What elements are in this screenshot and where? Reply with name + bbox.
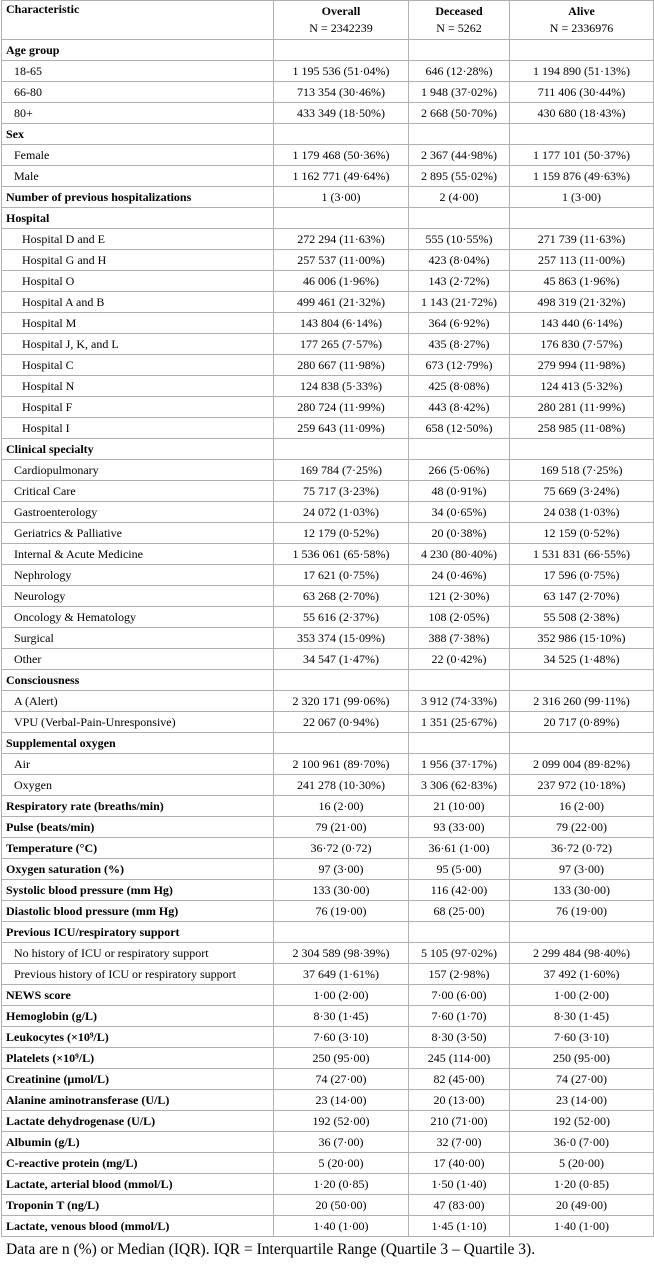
section-row (2, 439, 654, 460)
alive-cell: 12 159 (0·52%) (510, 523, 654, 544)
deceased-cell: 157 (2·98%) (409, 964, 510, 985)
table-row (2, 61, 654, 82)
deceased-cell: 48 (0·91%) (409, 481, 510, 502)
overall-cell: 177 265 (7·57%) (274, 334, 409, 355)
deceased-cell: 7·00 (6·00) (409, 985, 510, 1006)
row-label: Alanine aminotransferase (U/L) (2, 1090, 274, 1111)
deceased-cell: 20 (13·00) (409, 1090, 510, 1111)
alive-cell: 1 159 876 (49·63%) (510, 166, 654, 187)
row-label: Leukocytes (×10⁹/L) (2, 1027, 274, 1048)
table-row (2, 565, 654, 586)
deceased-cell: 2 367 (44·98%) (409, 145, 510, 166)
section-row (2, 124, 654, 145)
alive-cell: 280 281 (11·99%) (510, 397, 654, 418)
overall-cell: 143 804 (6·14%) (274, 313, 409, 334)
table-row (2, 1048, 654, 1069)
table-row (2, 187, 654, 208)
table-row (2, 250, 654, 271)
alive-cell: 271 739 (11·63%) (510, 229, 654, 250)
deceased-cell: 7·60 (1·70) (409, 1006, 510, 1027)
overall-cell: 37 649 (1·61%) (274, 964, 409, 985)
deceased-cell: 95 (5·00) (409, 859, 510, 880)
table-row (2, 775, 654, 796)
deceased-cell: 388 (7·38%) (409, 628, 510, 649)
row-label: Other (2, 649, 274, 670)
section-row (2, 922, 654, 943)
overall-cell: 713 354 (30·46%) (274, 82, 409, 103)
overall-cell: 1·20 (0·85) (274, 1174, 409, 1195)
row-label: Pulse (beats/min) (2, 817, 274, 838)
row-label: Air (2, 754, 274, 775)
overall-cell: 2 304 589 (98·39%) (274, 943, 409, 964)
alive-cell: 2 316 260 (99·11%) (510, 691, 654, 712)
row-label: No history of ICU or respiratory support (2, 943, 274, 964)
table-row (2, 544, 654, 565)
overall-cell: 241 278 (10·30%) (274, 775, 409, 796)
alive-cell (510, 922, 654, 943)
row-label: VPU (Verbal-Pain-Unresponsive) (2, 712, 274, 733)
alive-cell: 79 (22·00) (510, 817, 654, 838)
overall-cell: 55 616 (2·37%) (274, 607, 409, 628)
alive-cell: 97 (3·00) (510, 859, 654, 880)
overall-cell: 192 (52·00) (274, 1111, 409, 1132)
table-row (2, 712, 654, 733)
deceased-cell: 1·50 (1·40) (409, 1174, 510, 1195)
row-label: Troponin T (ng/L) (2, 1195, 274, 1216)
alive-cell: 2 099 004 (89·82%) (510, 754, 654, 775)
row-label: Respiratory rate (breaths/min) (2, 796, 274, 817)
alive-header-name: Alive (568, 4, 595, 18)
alive-cell: 8·30 (1·45) (510, 1006, 654, 1027)
overall-cell: 46 006 (1·96%) (274, 271, 409, 292)
alive-cell: 257 113 (11·00%) (510, 250, 654, 271)
table-body (2, 1, 654, 1237)
section-label: Age group (2, 40, 274, 61)
overall-cell: 24 072 (1·03%) (274, 502, 409, 523)
table-row (2, 313, 654, 334)
overall-cell: 169 784 (7·25%) (274, 460, 409, 481)
deceased-cell: 1 948 (37·02%) (409, 82, 510, 103)
row-label: Albumin (g/L) (2, 1132, 274, 1153)
section-label: Clinical specialty (2, 439, 274, 460)
table-row (2, 943, 654, 964)
alive-cell: 192 (52·00) (510, 1111, 654, 1132)
deceased-cell: 22 (0·42%) (409, 649, 510, 670)
overall-cell: 272 294 (11·63%) (274, 229, 409, 250)
alive-cell: 36·72 (0·72) (510, 838, 654, 859)
table-row (2, 481, 654, 502)
row-label: Hospital D and E (2, 229, 274, 250)
alive-cell: 74 (27·00) (510, 1069, 654, 1090)
deceased-cell: 1 956 (37·17%) (409, 754, 510, 775)
deceased-cell: 245 (114·00) (409, 1048, 510, 1069)
row-label: Hospital I (2, 418, 274, 439)
deceased-cell: 34 (0·65%) (409, 502, 510, 523)
overall-cell: 5 (20·00) (274, 1153, 409, 1174)
overall-cell: 23 (14·00) (274, 1090, 409, 1111)
alive-cell: 250 (95·00) (510, 1048, 654, 1069)
deceased-cell: 658 (12·50%) (409, 418, 510, 439)
row-label: Female (2, 145, 274, 166)
overall-cell: 1·00 (2·00) (274, 985, 409, 1006)
alive-cell: 1 (3·00) (510, 187, 654, 208)
overall-cell: 280 667 (11·98%) (274, 355, 409, 376)
overall-cell: 1 179 468 (50·36%) (274, 145, 409, 166)
table-row (2, 1027, 654, 1048)
table-row (2, 1216, 654, 1237)
overall-cell: 63 268 (2·70%) (274, 586, 409, 607)
alive-cell: 169 518 (7·25%) (510, 460, 654, 481)
row-label: Hospital J, K, and L (2, 334, 274, 355)
deceased-cell: 2 (4·00) (409, 187, 510, 208)
deceased-cell: 32 (7·00) (409, 1132, 510, 1153)
table-row (2, 1195, 654, 1216)
deceased-cell: 646 (12·28%) (409, 61, 510, 82)
deceased-cell: 2 895 (55·02%) (409, 166, 510, 187)
row-label: Neurology (2, 586, 274, 607)
table-row (2, 817, 654, 838)
deceased-cell: 4 230 (80·40%) (409, 544, 510, 565)
characteristics-table (1, 0, 654, 1237)
row-label: Lactate, arterial blood (mmol/L) (2, 1174, 274, 1195)
overall-cell (274, 439, 409, 460)
table-row (2, 901, 654, 922)
row-label: Hospital M (2, 313, 274, 334)
row-label: Hospital N (2, 376, 274, 397)
table-row (2, 418, 654, 439)
table-row (2, 229, 654, 250)
overall-cell: 280 724 (11·99%) (274, 397, 409, 418)
table-row (2, 607, 654, 628)
row-label: Hospital O (2, 271, 274, 292)
alive-cell: 17 596 (0·75%) (510, 565, 654, 586)
row-label: Geriatrics & Palliative (2, 523, 274, 544)
deceased-cell: 24 (0·46%) (409, 565, 510, 586)
row-label: 80+ (2, 103, 274, 124)
overall-cell: 1 (3·00) (274, 187, 409, 208)
table-row (2, 397, 654, 418)
row-label: Systolic blood pressure (mm Hg) (2, 880, 274, 901)
table-row (2, 1153, 654, 1174)
overall-cell: 2 100 961 (89·70%) (274, 754, 409, 775)
row-label: Previous history of ICU or respiratory support (2, 964, 274, 985)
overall-cell: 74 (27·00) (274, 1069, 409, 1090)
table-row (2, 334, 654, 355)
alive-cell: 1 177 101 (50·37%) (510, 145, 654, 166)
table-row (2, 1069, 654, 1090)
overall-cell: 259 643 (11·09%) (274, 418, 409, 439)
overall-cell: 133 (30·00) (274, 880, 409, 901)
deceased-cell: 93 (33·00) (409, 817, 510, 838)
overall-cell: 79 (21·00) (274, 817, 409, 838)
alive-cell: 1·20 (0·85) (510, 1174, 654, 1195)
overall-cell: 36·72 (0·72) (274, 838, 409, 859)
deceased-cell: 5 105 (97·02%) (409, 943, 510, 964)
row-label: Lactate dehydrogenase (U/L) (2, 1111, 274, 1132)
table-row (2, 292, 654, 313)
deceased-cell: 364 (6·92%) (409, 313, 510, 334)
table-row (2, 1006, 654, 1027)
alive-header (510, 1, 654, 40)
overall-cell: 353 374 (15·09%) (274, 628, 409, 649)
deceased-cell: 435 (8·27%) (409, 334, 510, 355)
section-label: Previous ICU/respiratory support (2, 922, 274, 943)
alive-cell: 143 440 (6·14%) (510, 313, 654, 334)
row-label: Oxygen (2, 775, 274, 796)
row-label: Hemoglobin (g/L) (2, 1006, 274, 1027)
overall-cell: 257 537 (11·00%) (274, 250, 409, 271)
deceased-cell: 20 (0·38%) (409, 523, 510, 544)
overall-header-name: Overall (321, 4, 361, 18)
overall-cell: 76 (19·00) (274, 901, 409, 922)
alive-cell (510, 733, 654, 754)
alive-cell: 76 (19·00) (510, 901, 654, 922)
alive-cell: 36·0 (7·00) (510, 1132, 654, 1153)
row-label: Number of previous hospitalizations (2, 187, 274, 208)
alive-cell: 5 (20·00) (510, 1153, 654, 1174)
overall-cell: 12 179 (0·52%) (274, 523, 409, 544)
deceased-cell (409, 439, 510, 460)
alive-cell: 1·40 (1·00) (510, 1216, 654, 1237)
overall-cell: 20 (50·00) (274, 1195, 409, 1216)
table-row (2, 1090, 654, 1111)
deceased-header (409, 1, 510, 40)
table-row (2, 502, 654, 523)
table-row (2, 355, 654, 376)
table-row (2, 985, 654, 1006)
table-row (2, 754, 654, 775)
alive-cell (510, 40, 654, 61)
row-label: Internal & Acute Medicine (2, 544, 274, 565)
characteristic-header: Characteristic (2, 1, 274, 40)
overall-cell: 1 195 536 (51·04%) (274, 61, 409, 82)
alive-cell: 16 (2·00) (510, 796, 654, 817)
overall-cell: 22 067 (0·94%) (274, 712, 409, 733)
deceased-cell: 21 (10·00) (409, 796, 510, 817)
overall-cell: 124 838 (5·33%) (274, 376, 409, 397)
deceased-header-name: Deceased (435, 4, 483, 18)
alive-cell: 24 038 (1·03%) (510, 502, 654, 523)
table-footnote: Data are n (%) or Median (IQR). IQR = Interquartile Range (Quartile 3 – Quartile 3). (6, 1241, 536, 1258)
section-row (2, 208, 654, 229)
row-label: Oncology & Hematology (2, 607, 274, 628)
alive-cell: 1 531 831 (66·55%) (510, 544, 654, 565)
deceased-cell: 2 668 (50·70%) (409, 103, 510, 124)
deceased-cell: 121 (2·30%) (409, 586, 510, 607)
alive-cell: 124 413 (5·32%) (510, 376, 654, 397)
row-label: 18-65 (2, 61, 274, 82)
deceased-cell (409, 733, 510, 754)
row-label: Diastolic blood pressure (mm Hg) (2, 901, 274, 922)
table-row (2, 103, 654, 124)
section-label: Consciousness (2, 670, 274, 691)
alive-cell (510, 670, 654, 691)
deceased-cell: 555 (10·55%) (409, 229, 510, 250)
table-row (2, 166, 654, 187)
overall-cell: 433 349 (18·50%) (274, 103, 409, 124)
deceased-cell: 116 (42·00) (409, 880, 510, 901)
overall-header-n: N = 2342239 (309, 21, 373, 35)
table-row (2, 376, 654, 397)
overall-cell (274, 733, 409, 754)
alive-cell: 430 680 (18·43%) (510, 103, 654, 124)
deceased-cell: 36·61 (1·00) (409, 838, 510, 859)
table-row (2, 586, 654, 607)
table-row (2, 964, 654, 985)
alive-cell (510, 439, 654, 460)
row-label: Hospital F (2, 397, 274, 418)
row-label: Creatinine (µmol/L) (2, 1069, 274, 1090)
alive-cell: 37 492 (1·60%) (510, 964, 654, 985)
row-label: Temperature (°C) (2, 838, 274, 859)
alive-cell: 20 (49·00) (510, 1195, 654, 1216)
table-row (2, 1132, 654, 1153)
overall-cell: 250 (95·00) (274, 1048, 409, 1069)
section-row (2, 670, 654, 691)
deceased-cell: 266 (5·06%) (409, 460, 510, 481)
table-row (2, 628, 654, 649)
alive-cell: 133 (30·00) (510, 880, 654, 901)
overall-cell: 16 (2·00) (274, 796, 409, 817)
deceased-cell: 423 (8·04%) (409, 250, 510, 271)
row-label: 66-80 (2, 82, 274, 103)
overall-cell: 8·30 (1·45) (274, 1006, 409, 1027)
deceased-cell (409, 124, 510, 145)
section-label: Sex (2, 124, 274, 145)
alive-cell (510, 124, 654, 145)
alive-cell: 279 994 (11·98%) (510, 355, 654, 376)
table-row (2, 1174, 654, 1195)
table-row (2, 271, 654, 292)
deceased-cell (409, 40, 510, 61)
deceased-cell: 1·45 (1·10) (409, 1216, 510, 1237)
deceased-cell: 3 912 (74·33%) (409, 691, 510, 712)
overall-cell (274, 124, 409, 145)
row-label: Critical Care (2, 481, 274, 502)
alive-cell: 75 669 (3·24%) (510, 481, 654, 502)
section-label: Hospital (2, 208, 274, 229)
deceased-cell: 8·30 (3·50) (409, 1027, 510, 1048)
table-row (2, 145, 654, 166)
deceased-cell: 443 (8·42%) (409, 397, 510, 418)
table-row (2, 691, 654, 712)
row-label: Platelets (×10⁹/L) (2, 1048, 274, 1069)
deceased-cell: 17 (40·00) (409, 1153, 510, 1174)
row-label: Nephrology (2, 565, 274, 586)
overall-cell (274, 208, 409, 229)
alive-cell: 237 972 (10·18%) (510, 775, 654, 796)
row-label: Male (2, 166, 274, 187)
overall-cell: 499 461 (21·32%) (274, 292, 409, 313)
row-label: Hospital C (2, 355, 274, 376)
deceased-cell: 68 (25·00) (409, 901, 510, 922)
alive-cell: 2 299 484 (98·40%) (510, 943, 654, 964)
alive-cell: 7·60 (3·10) (510, 1027, 654, 1048)
overall-cell: 75 717 (3·23%) (274, 481, 409, 502)
deceased-cell: 143 (2·72%) (409, 271, 510, 292)
alive-cell (510, 208, 654, 229)
alive-cell: 63 147 (2·70%) (510, 586, 654, 607)
alive-cell: 1 194 890 (51·13%) (510, 61, 654, 82)
deceased-header-n: N = 5262 (436, 21, 482, 35)
row-label: C-reactive protein (mg/L) (2, 1153, 274, 1174)
overall-cell (274, 922, 409, 943)
header-row (2, 1, 654, 40)
row-label: Lactate, venous blood (mmol/L) (2, 1216, 274, 1237)
table-row (2, 880, 654, 901)
table-row (2, 838, 654, 859)
row-label: Hospital A and B (2, 292, 274, 313)
table-row (2, 859, 654, 880)
alive-cell: 34 525 (1·48%) (510, 649, 654, 670)
deceased-cell (409, 670, 510, 691)
alive-cell: 20 717 (0·89%) (510, 712, 654, 733)
overall-cell: 34 547 (1·47%) (274, 649, 409, 670)
row-label: A (Alert) (2, 691, 274, 712)
deceased-cell: 673 (12·79%) (409, 355, 510, 376)
row-label: Cardiopulmonary (2, 460, 274, 481)
overall-cell: 2 320 171 (99·06%) (274, 691, 409, 712)
overall-cell: 36 (7·00) (274, 1132, 409, 1153)
table-row (2, 523, 654, 544)
table-row (2, 82, 654, 103)
row-label: NEWS score (2, 985, 274, 1006)
deceased-cell: 1 351 (25·67%) (409, 712, 510, 733)
overall-header (274, 1, 409, 40)
overall-cell: 1·40 (1·00) (274, 1216, 409, 1237)
table-row (2, 796, 654, 817)
table-row (2, 649, 654, 670)
deceased-cell: 1 143 (21·72%) (409, 292, 510, 313)
row-label: Hospital G and H (2, 250, 274, 271)
table-row (2, 460, 654, 481)
overall-cell: 1 162 771 (49·64%) (274, 166, 409, 187)
alive-cell: 352 986 (15·10%) (510, 628, 654, 649)
overall-cell (274, 40, 409, 61)
alive-cell: 176 830 (7·57%) (510, 334, 654, 355)
section-row (2, 40, 654, 61)
alive-header-n: N = 2336976 (549, 21, 614, 35)
deceased-cell: 425 (8·08%) (409, 376, 510, 397)
overall-cell: 97 (3·00) (274, 859, 409, 880)
deceased-cell: 47 (83·00) (409, 1195, 510, 1216)
alive-cell: 498 319 (21·32%) (510, 292, 654, 313)
alive-cell: 23 (14·00) (510, 1090, 654, 1111)
deceased-cell: 82 (45·00) (409, 1069, 510, 1090)
alive-cell: 1·00 (2·00) (510, 985, 654, 1006)
table-row (2, 1111, 654, 1132)
row-label: Surgical (2, 628, 274, 649)
deceased-cell: 3 306 (62·83%) (409, 775, 510, 796)
deceased-cell (409, 922, 510, 943)
deceased-cell: 210 (71·00) (409, 1111, 510, 1132)
overall-cell: 1 536 061 (65·58%) (274, 544, 409, 565)
section-label: Supplemental oxygen (2, 733, 274, 754)
deceased-cell: 108 (2·05%) (409, 607, 510, 628)
section-row (2, 733, 654, 754)
alive-cell: 258 985 (11·08%) (510, 418, 654, 439)
row-label: Oxygen saturation (%) (2, 859, 274, 880)
deceased-cell (409, 208, 510, 229)
alive-cell: 711 406 (30·44%) (510, 82, 654, 103)
alive-cell: 55 508 (2·38%) (510, 607, 654, 628)
row-label: Gastroenterology (2, 502, 274, 523)
overall-cell (274, 670, 409, 691)
alive-cell: 45 863 (1·96%) (510, 271, 654, 292)
overall-cell: 7·60 (3·10) (274, 1027, 409, 1048)
overall-cell: 17 621 (0·75%) (274, 565, 409, 586)
